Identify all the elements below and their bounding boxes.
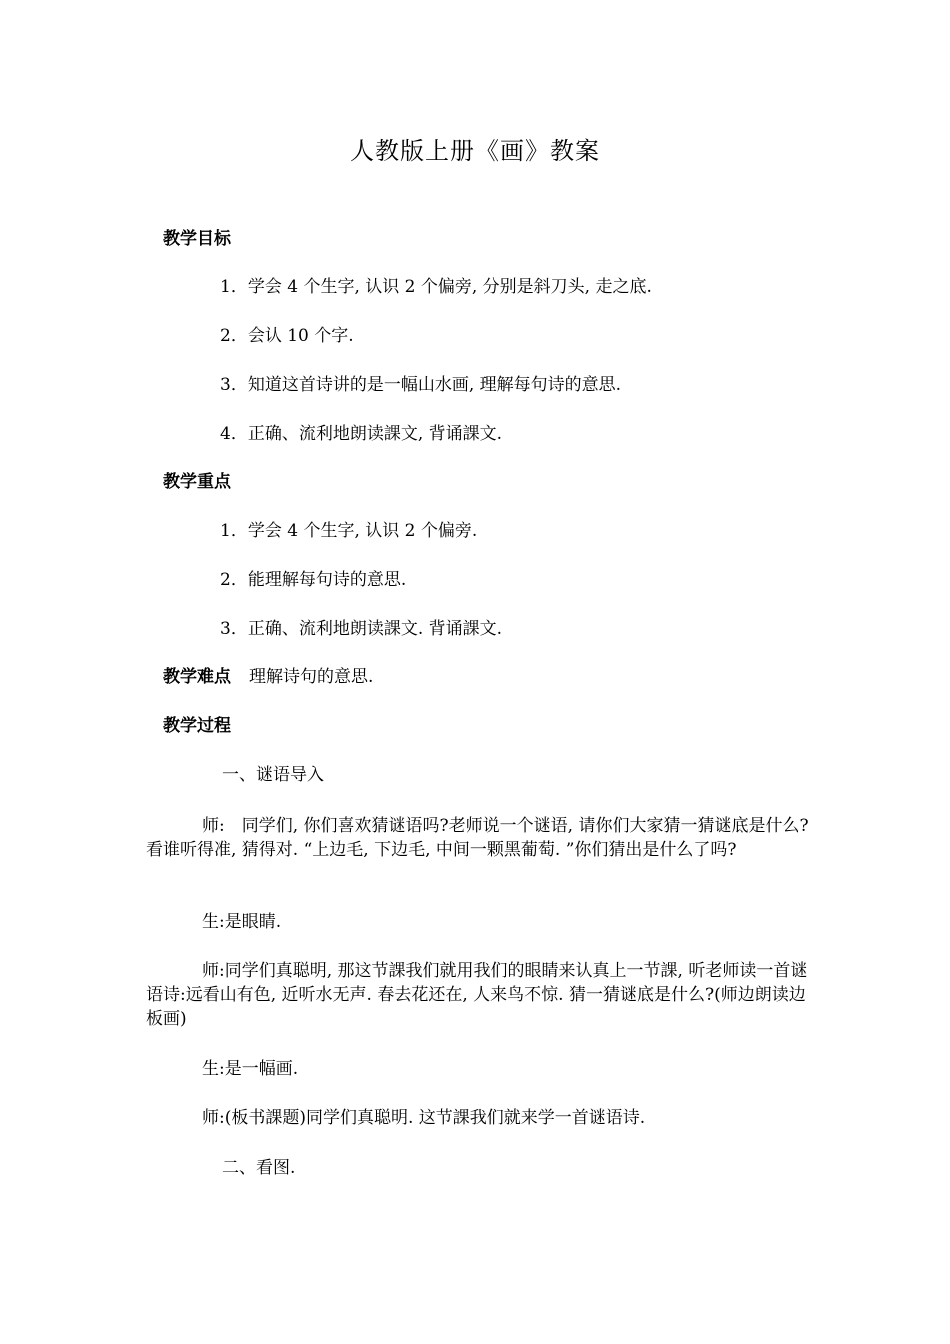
goal-item-2: 2．会认 10 个字. [220,326,354,346]
paragraph-student-answer-2: 生:是一幅画. [202,1059,299,1079]
document-title: 人教版上册《画》教案 [350,137,600,165]
key-point-item-1: 1．学会 4 个生字, 认识 2 个偏旁. [220,521,478,541]
paragraph-teacher-riddle: 师: 同学们, 你们喜欢猜谜语吗?老师说一个谜语, 请你们大家猜一猜谜底是什么?看谁听得准, 猜得对. “上边毛, 下边毛, 中间一颗黑葡萄. ”你们猜出是什么了吗? [146,816,809,860]
key-point-item-3: 3．正确、流利地朗读課文. 背诵課文. [220,619,503,639]
section-heading-process: 教学过程 [163,716,231,736]
paragraph-teacher-title: 师:(板书課题)同学们真聪明. 这节課我们就来学一首谜语诗. [202,1108,646,1128]
section-heading-key-points: 教学重点 [163,472,231,492]
key-point-item-2: 2．能理解每句诗的意思. [220,570,407,590]
difficulty-text: 理解诗句的意思. [249,667,374,687]
goal-item-1: 1．学会 4 个生字, 认识 2 个偏旁, 分别是斜刀头, 走之底. [220,277,652,297]
process-step-2: 二、看图. [222,1158,296,1178]
goal-item-3: 3．知道这首诗讲的是一幅山水画, 理解每句诗的意思. [220,375,622,395]
section-heading-goals: 教学目标 [163,229,231,249]
goal-item-4: 4．正确、流利地朗读課文, 背诵課文. [220,424,503,444]
section-heading-difficulty: 教学难点 [163,667,231,687]
paragraph-student-answer-1: 生:是眼睛. [202,912,282,932]
process-step-1: 一、谜语导入 [222,765,324,785]
paragraph-teacher-poem: 师:同学们真聪明, 那这节課我们就用我们的眼睛来认真上一节課, 听老师读一首谜语诗:远看山有色, 近听水无声. 春去花还在, 人来鸟不惊. 猜一猜谜底是什么?(师边朗读边板画) [146,961,808,1029]
difficulty-row [163,664,373,690]
